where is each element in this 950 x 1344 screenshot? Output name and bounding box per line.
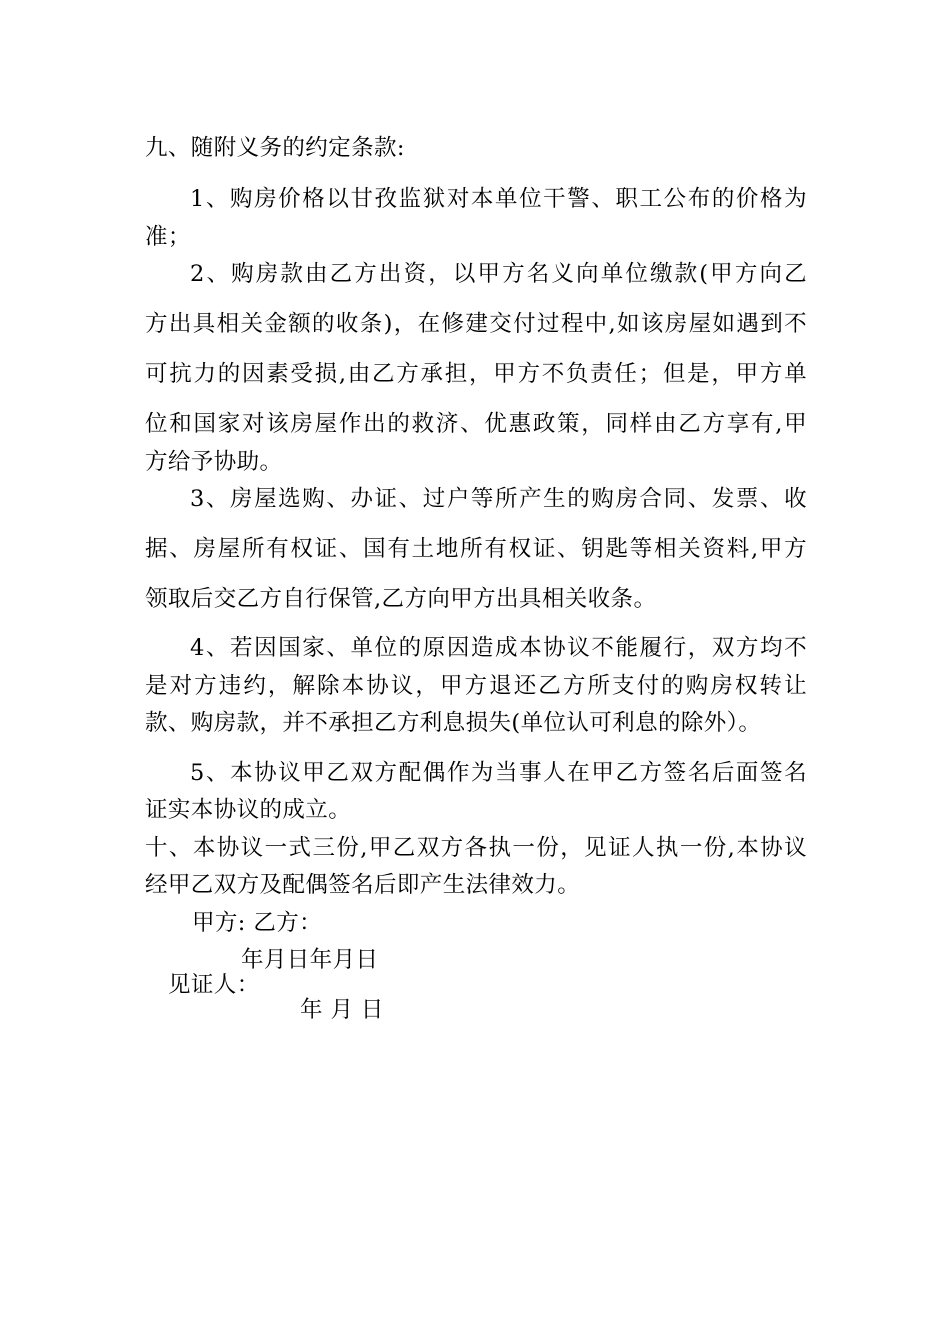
item4-line1: 4、若因国家、单位的原因造成本协议不能履行，双方均不 [190,635,807,661]
signature-dates: 年月日年月日 [241,947,379,973]
signature-parties: 甲方: 乙方： [192,910,323,936]
item2-line1: 2、购房款由乙方出资，以甲方名义向单位缴款(甲方向乙 [190,261,807,287]
section9-heading: 九、随附义务的约定条款: [145,135,405,161]
item3-line3: 领取后交乙方自行保管,乙方向甲方出具相关收条。 [145,586,657,612]
item1-line1: 1、购房价格以甘孜监狱对本单位干警、职工公布的价格为 [190,186,807,212]
item2-line3: 可抗力的因素受损,由乙方承担，甲方不负责任；但是，甲方单 [145,361,807,387]
item3-line1: 3、房屋选购、办证、过户等所产生的购房合同、发票、收 [190,486,807,512]
item2-line4: 位和国家对该房屋作出的救济、优惠政策，同样由乙方享有,甲 [145,411,807,437]
item1-line2: 准； [145,224,191,250]
witness-label: 见证人： [168,972,260,998]
item3-line2: 据、房屋所有权证、国有土地所有权证、钥匙等相关资料,甲方 [145,536,807,562]
section10-line1: 十、本协议一式三份,甲乙双方各执一份，见证人执一份,本协议 [145,835,807,861]
item2-line5: 方给予协助。 [145,449,283,475]
item4-line2: 是对方违约，解除本协议，甲方退还乙方所支付的购房权转让 [145,673,807,699]
witness-date: 年 月 日 [300,997,384,1023]
item5-line1: 5、本协议甲乙双方配偶作为当事人在甲乙方签名后面签名 [190,760,807,786]
section10-line2: 经甲乙双方及配偶签名后即产生法律效力。 [145,872,581,898]
item4-line3: 款、购房款，并不承担乙方利息损失(单位认可利息的除外）。 [145,710,762,736]
item5-line2: 证实本协议的成立。 [145,797,352,823]
item2-line2: 方出具相关金额的收条)，在修建交付过程中,如该房屋如遇到不 [145,311,807,337]
